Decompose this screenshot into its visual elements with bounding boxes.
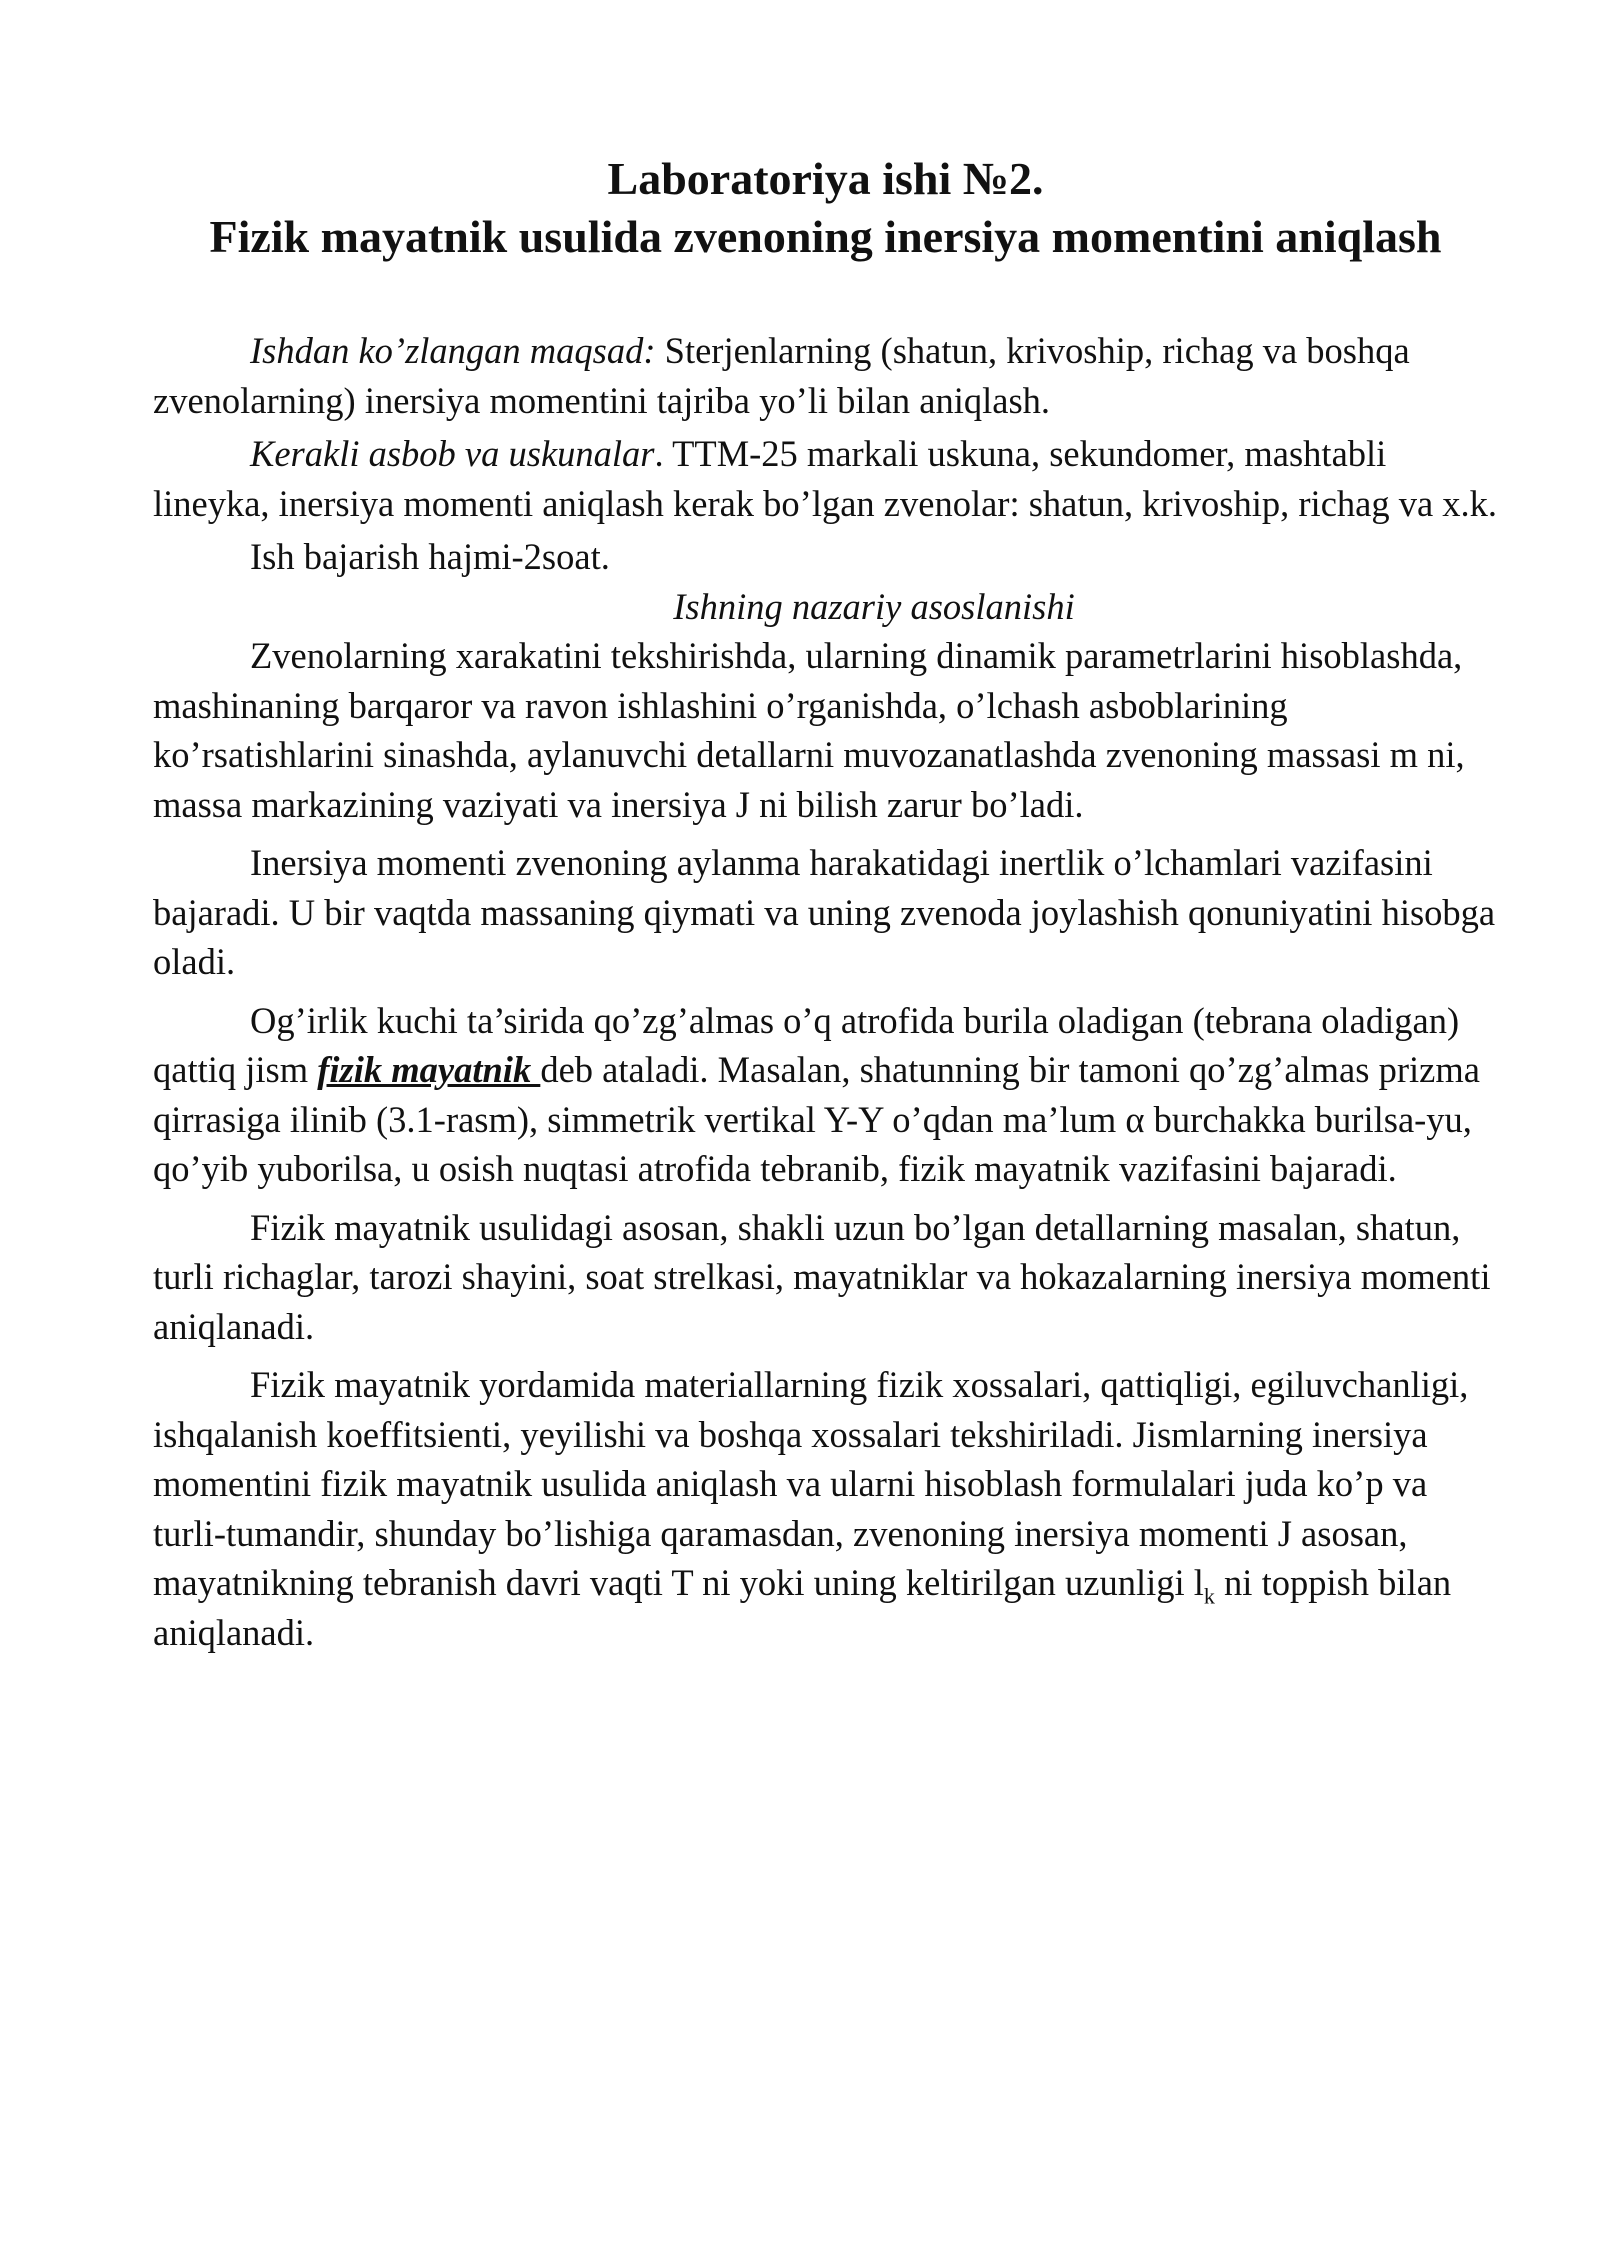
goal-paragraph: [153, 326, 1498, 425]
tools-text: . TTM-25 markali uskuna, sekundomer, mashtabli lineyka, inersiya momenti aniqlash kerak bo’lgan zvenolar: shatun, krivoship, richag va x.k.: [153, 433, 1498, 524]
theory-paragraph-3: [153, 996, 1498, 1194]
document-subtitle: Fizik mayatnik usulida zvenoning inersiya momentini aniqlash: [209, 211, 1442, 262]
theory-paragraph-2: Inersiya momenti zvenoning aylanma harakatidagi inertlik o’lchamlari vazifasini bajaradi. U bir vaqtda massaning qiymati va uning zvenoda joylashish qonuniyatini hisobga oladi.: [153, 842, 1496, 982]
duration-paragraph: Ish bajarish hajmi-2soat.: [250, 536, 610, 577]
title-block: [153, 150, 1498, 266]
goal-text: Sterjenlarning (shatun, krivoship, richag va boshqa zvenolarning) inersiya momentini tajriba yo’li bilan aniqlash.: [153, 330, 1410, 421]
para3-text-before: Og’irlik kuchi ta’sirida qo’zg’almas o’q atrofida burila oladigan (tebrana oladigan) qattiq jism: [153, 999, 1460, 1090]
document-page: [153, 150, 1498, 1657]
tools-paragraph: [153, 429, 1498, 528]
para5-text-after: ni toppish bilan aniqlanadi.: [153, 1562, 1452, 1653]
fizik-mayatnik-term: fizik mayatnik: [317, 1049, 541, 1090]
length-subscript: k: [1203, 1583, 1215, 1609]
theory-paragraph-4: Fizik mayatnik usulidagi asosan, shakli uzun bo’lgan detallarning masalan, shatun, turli richaglar, tarozi shayini, soat strelkasi, mayatniklar va hokazalarning inersiya momenti aniqlanadi.: [153, 1206, 1491, 1347]
tools-label: Kerakli asbob va uskunalar: [250, 433, 655, 474]
document-title: Laboratoriya ishi №2.: [607, 153, 1044, 204]
theory-paragraph-1: Zvenolarning xarakatini tekshirishda, ularning dinamik parametrlarini hisoblashda, mashinaning barqaror va ravon ishlashini o’rganishda, o’lchash asboblarining ko’rsatishlarini sinashda, aylanuvchi detallarni muvozanatlashda zvenoning massasi m ni, massa markazining vaziyati va inersiya J ni bilish zarur bo’ladi.: [153, 635, 1465, 825]
theory-paragraph-5: [153, 1360, 1498, 1657]
goal-label: Ishdan ko’zlangan maqsad:: [250, 330, 656, 371]
theory-heading: Ishning nazariy asoslanishi: [673, 585, 1075, 627]
para3-text-after: deb ataladi. Masalan, shatunning bir tamoni qo’zg’almas prizma qirrasiga ilinib (3.1-rasm), simmetrik vertikal Y-Y o’qdan ma’lum α burchakka burilsa-yu, qo’yib yuborilsa, u osish nuqtasi atrofida tebranib, fizik mayatnik vazifasini bajaradi.: [153, 1049, 1480, 1189]
para5-text-before: Fizik mayatnik yordamida materiallarning fizik xossalari, qattiqligi, egiluvchanligi, ishqalanish koeffitsienti, yeyilishi va boshqa xossalari tekshiriladi. Jismlarning inersiya momentini fizik mayatnik usulida aniqlash va ularni hisoblash formulalari juda ko’p va turli-tumandir, shunday bo’lishiga qaramasdan, zvenoning inersiya momenti J asosan, mayatnikning tebranish davri vaqti T ni yoki uning keltirilgan uzunligi l: [153, 1364, 1469, 1603]
